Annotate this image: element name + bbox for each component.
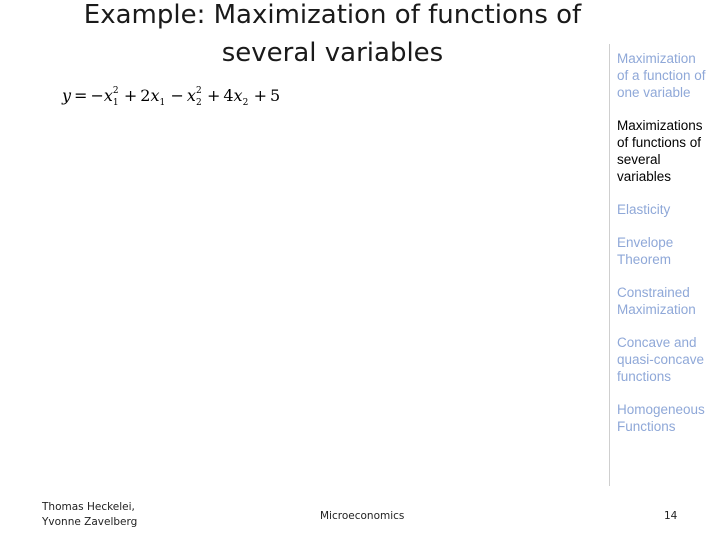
formula-plus-2: + bbox=[206, 86, 221, 105]
nav-item-elasticity[interactable] bbox=[617, 201, 717, 218]
page-number: 14 bbox=[664, 510, 678, 522]
formula-x2-index bbox=[242, 85, 251, 108]
slide-title-line-1: Example: Maximization of functions of bbox=[83, 0, 582, 30]
nav-item-label-line: Maximizations bbox=[617, 118, 703, 133]
nav-item-concave-functions[interactable] bbox=[617, 334, 717, 385]
formula-minus-1: − bbox=[90, 86, 104, 105]
nav-item-label-line: Concave and bbox=[617, 335, 697, 350]
nav-item-label-line: Envelope bbox=[617, 235, 674, 250]
formula-x2-indices bbox=[195, 85, 204, 108]
section-navigation bbox=[617, 50, 717, 451]
formula-subscript: 1 bbox=[159, 98, 166, 108]
formula-x1-squared-var: x bbox=[103, 86, 113, 105]
formula-plus-3: + bbox=[253, 86, 267, 105]
nav-item-label-line: Maximization bbox=[617, 302, 696, 317]
nav-item-label-line: Homogeneous bbox=[617, 402, 705, 417]
nav-item-homogeneous-functions[interactable] bbox=[617, 401, 717, 435]
formula-x2-squared-var: x bbox=[186, 86, 196, 105]
formula-subscript: 2 bbox=[242, 98, 249, 108]
formula-constant: 5 bbox=[269, 86, 281, 105]
nav-item-label-line: functions bbox=[617, 369, 672, 384]
nav-item-label-line: Theorem bbox=[617, 252, 672, 267]
function-formula bbox=[62, 84, 280, 108]
nav-item-envelope-theorem[interactable] bbox=[617, 234, 717, 268]
nav-item-max-several-variables[interactable] bbox=[617, 117, 717, 185]
nav-item-label-line: several bbox=[617, 152, 661, 167]
formula-y: y bbox=[62, 86, 72, 105]
footer-author-line-2: Yvonne Zavelberg bbox=[42, 516, 138, 528]
formula-coefficient-4: 4 bbox=[223, 86, 234, 105]
footer-author-line-1: Thomas Heckelei, bbox=[42, 501, 135, 513]
footer-authors bbox=[42, 500, 137, 530]
nav-item-max-one-variable[interactable] bbox=[617, 50, 717, 101]
footer-course-name: Microeconomics bbox=[320, 510, 405, 522]
formula-x1-index bbox=[159, 85, 168, 108]
formula-subscript: 1 bbox=[112, 98, 119, 108]
formula-coefficient-2: 2 bbox=[140, 86, 151, 105]
nav-item-label-line: quasi-concave bbox=[617, 352, 705, 367]
nav-item-label-line: variables bbox=[617, 169, 672, 184]
nav-item-label-line: Constrained bbox=[617, 285, 690, 300]
formula-x1-indices bbox=[112, 85, 121, 108]
nav-item-label-line: of functions of bbox=[617, 135, 702, 150]
formula-subscript: 2 bbox=[195, 98, 202, 108]
nav-item-label-line: Maximization bbox=[617, 51, 696, 66]
formula-x2-var: x bbox=[233, 86, 243, 105]
nav-item-label-line: Elasticity bbox=[617, 202, 671, 217]
nav-item-label-line: Functions bbox=[617, 419, 676, 434]
slide-title-line-2: several variables bbox=[221, 38, 444, 68]
formula-x1-var: x bbox=[150, 86, 160, 105]
sidebar-divider bbox=[609, 44, 610, 486]
formula-minus-2: − bbox=[170, 86, 184, 105]
nav-item-label-line: one variable bbox=[617, 85, 691, 100]
slide-title bbox=[40, 0, 625, 72]
formula-plus-1: + bbox=[123, 86, 138, 105]
formula-exponent: 2 bbox=[195, 86, 202, 96]
nav-item-label-line: of a function of bbox=[617, 68, 706, 83]
nav-item-constrained-maximization[interactable] bbox=[617, 284, 717, 318]
formula-equals: = bbox=[74, 86, 88, 105]
formula-exponent: 2 bbox=[112, 86, 119, 96]
